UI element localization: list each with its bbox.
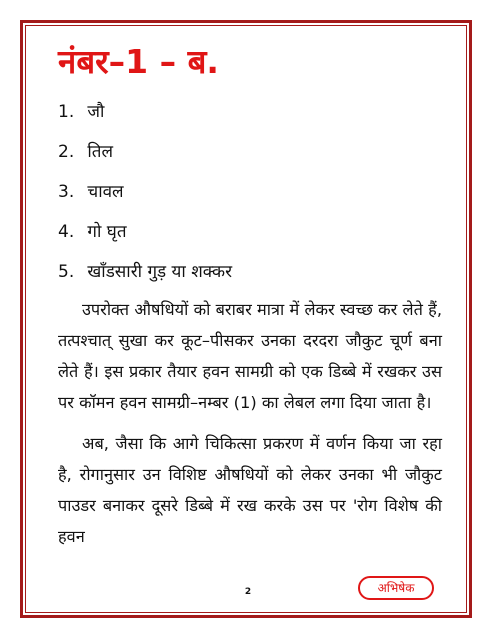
list-item-number: 3. <box>58 182 75 202</box>
list-item <box>58 174 442 214</box>
author-stamp: अभिषेक <box>358 576 434 600</box>
list-item-number: 1. <box>58 102 75 122</box>
paragraph-preparation: उपरोक्त औषधियों को बराबर मात्रा में लेकर स्वच्छ कर लेते हैं, तत्पश्चात् सुखा कर कूट–पीसकर उनका दरदरा जौकुट चूर्ण बना लेते हैं। इस प्रकार तैयार हवन सामग्री को एक डिब्बे में रखकर उस पर कॉमन हवन सामग्री–नम्बर (1) का लेबल लगा दिया जाता है। <box>58 300 442 412</box>
list-item-text: तिल <box>87 142 114 162</box>
list-item-text: जौ <box>87 102 105 122</box>
page-number: 2 <box>244 587 252 597</box>
list-item-text: गो घृत <box>87 222 127 242</box>
list-item-number: 5. <box>58 262 75 282</box>
list-item <box>58 134 442 174</box>
page-heading: नंबर–1 – ब. <box>58 42 219 81</box>
list-item <box>58 214 442 254</box>
list-item-number: 2. <box>58 142 75 162</box>
paragraph-disease-specific: अब, जैसा कि आगे चिकित्सा प्रकरण में वर्णन किया जा रहा है, रोगानुसार उन विशिष्ट औषधियों को लेकर उनका भी जौकुट पाउडर बनाकर दूसरे डिब्बे में रख करके उस पर 'रोग विशेष की हवन <box>58 434 442 546</box>
list-item <box>58 94 442 134</box>
list-item <box>58 254 442 294</box>
list-item-text: चावल <box>87 182 124 202</box>
ingredient-list <box>58 94 442 294</box>
list-item-text: खाँडसारी गुड़ या शक्कर <box>87 262 233 282</box>
list-item-number: 4. <box>58 222 75 242</box>
page-content <box>58 40 442 552</box>
